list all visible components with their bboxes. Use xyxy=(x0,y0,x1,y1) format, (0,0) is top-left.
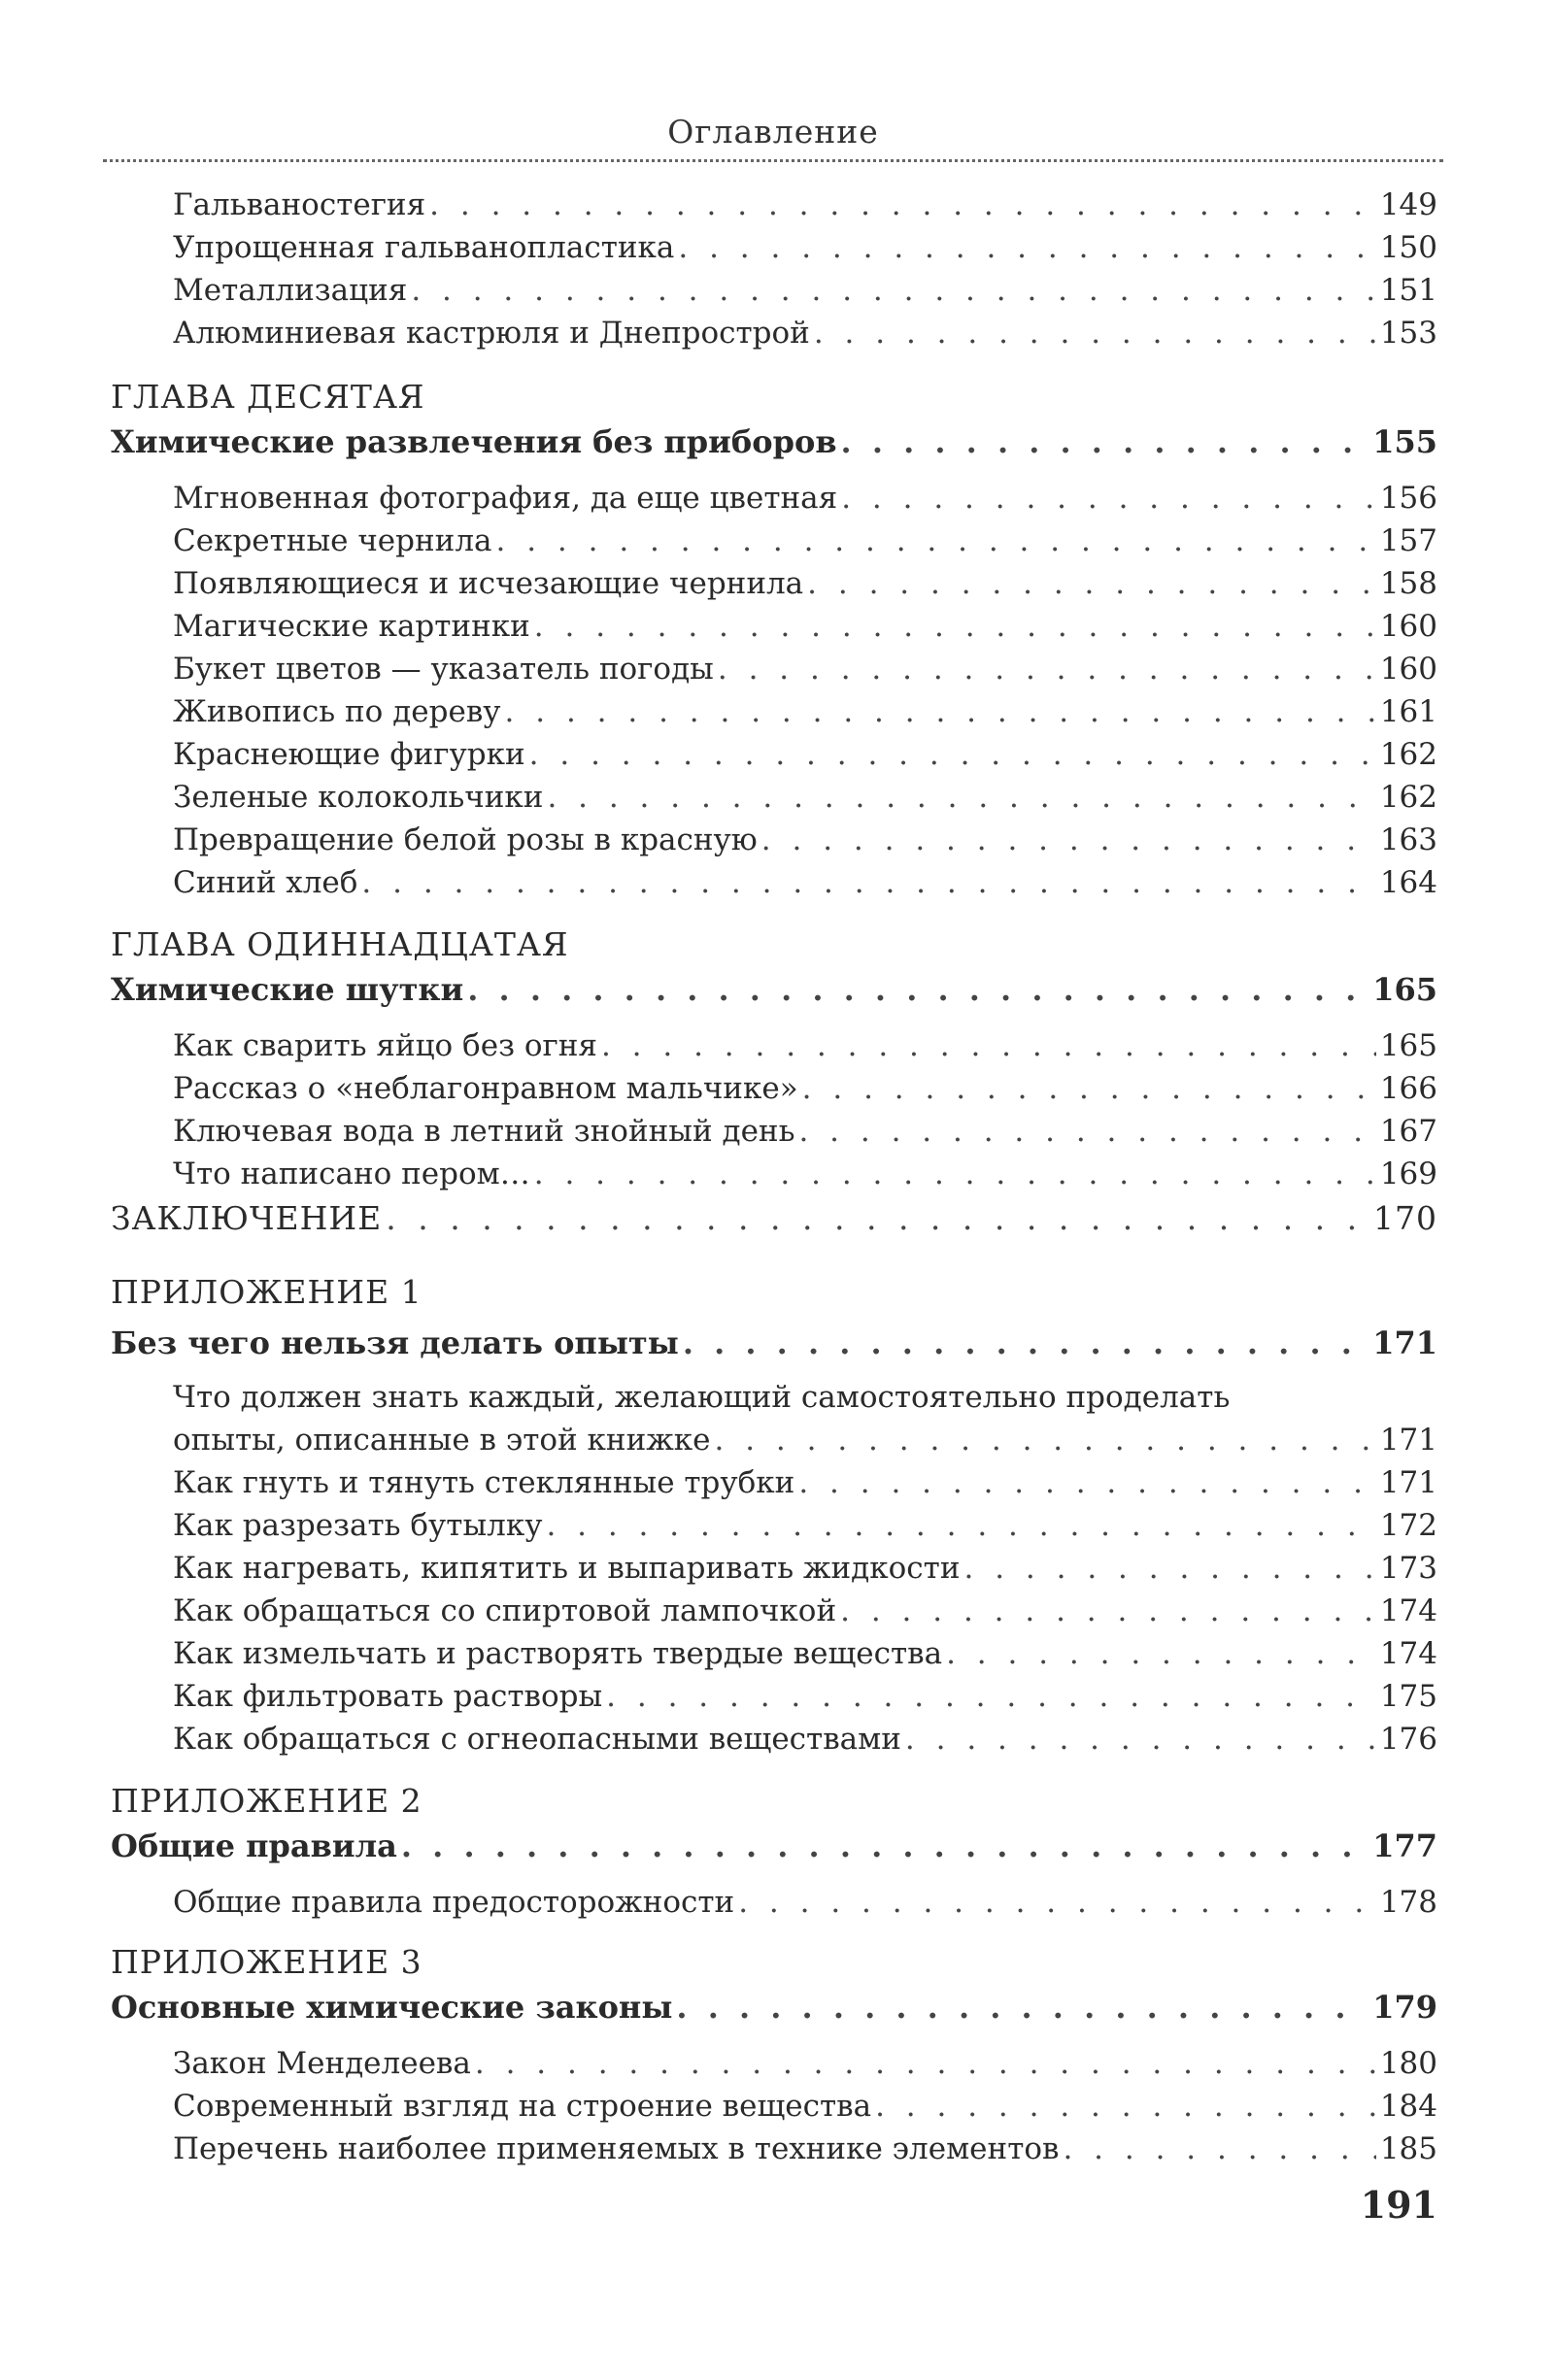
dot-leader xyxy=(386,1200,1369,1237)
toc-entry-page: 174 xyxy=(1379,1636,1437,1671)
toc-entry-label: Общие правила предосторожности xyxy=(173,1885,735,1920)
toc-entry-label: Как обращаться с огнеопасными веществами xyxy=(173,1722,901,1757)
appendix-page: 171 xyxy=(1372,1324,1437,1361)
toc-entry-page: 158 xyxy=(1379,566,1437,601)
dot-leader xyxy=(361,864,1375,901)
toc-entry-label: опыты, описанные в этой книжке xyxy=(173,1423,711,1458)
toc-entry[interactable] xyxy=(173,1113,1437,1150)
toc-entry-label: Живопись по дереву xyxy=(173,694,501,729)
toc-entry[interactable] xyxy=(173,1550,1437,1587)
toc-entry[interactable] xyxy=(173,608,1437,645)
chapter-title-entry[interactable] xyxy=(111,423,1437,460)
dot-leader xyxy=(467,971,1368,1008)
appendix-page: 179 xyxy=(1372,1989,1437,2026)
dot-leader xyxy=(546,1507,1375,1544)
toc-entry-page: 164 xyxy=(1379,865,1437,900)
toc-entry-page: 162 xyxy=(1379,737,1437,772)
toc-entry[interactable] xyxy=(173,864,1437,901)
toc-entry-label: Как нагревать, кипятить и выпаривать жидкости xyxy=(173,1551,961,1586)
toc-entry-page: 160 xyxy=(1379,609,1437,644)
toc-entry[interactable] xyxy=(173,315,1437,352)
toc-entry[interactable] xyxy=(173,186,1437,223)
appendix-title: Без чего нельзя делать опыты xyxy=(111,1324,679,1361)
conclusion-label: ЗАКЛЮЧЕНИЕ xyxy=(111,1199,383,1237)
toc-entry-page: 174 xyxy=(1379,1593,1437,1628)
appendix-title-entry[interactable] xyxy=(111,1989,1437,2026)
toc-entry-page: 173 xyxy=(1379,1551,1437,1586)
toc-entry-label: Как разрезать бутылку xyxy=(173,1508,543,1543)
toc-entry-page: 165 xyxy=(1379,1028,1437,1063)
toc-entry-page: 149 xyxy=(1379,187,1437,222)
appendix-heading: ПРИЛОЖЕНИЕ 2 xyxy=(111,1782,422,1820)
toc-entry[interactable] xyxy=(173,272,1437,309)
toc-entry-label: Как гнуть и тянуть стеклянные трубки xyxy=(173,1465,795,1500)
appendix-page: 177 xyxy=(1372,1827,1437,1864)
dot-leader xyxy=(606,1678,1376,1715)
toc-entry-page: 153 xyxy=(1379,316,1437,351)
dot-leader xyxy=(840,1592,1376,1629)
dot-leader xyxy=(963,1550,1375,1587)
chapter-title: Химические развлечения без приборов xyxy=(111,423,837,460)
chapter-title: Химические шутки xyxy=(111,971,464,1008)
conclusion-entry[interactable] xyxy=(111,1200,1437,1237)
dot-leader xyxy=(547,779,1375,816)
dot-leader xyxy=(1063,2130,1375,2167)
toc-entry-page: 184 xyxy=(1379,2089,1437,2124)
toc-entry-page: 157 xyxy=(1379,523,1437,558)
toc-entry-page: 151 xyxy=(1379,273,1437,308)
dot-leader xyxy=(496,522,1376,559)
appendix-heading: ПРИЛОЖЕНИЕ 3 xyxy=(111,1943,422,1981)
toc-entry-page: 178 xyxy=(1379,1885,1437,1920)
dot-leader xyxy=(841,480,1376,517)
toc-entry-label: Магические картинки xyxy=(173,609,530,644)
toc-entry-page: 169 xyxy=(1379,1156,1437,1191)
page-number: 191 xyxy=(1360,2183,1437,2227)
dot-leader xyxy=(798,1113,1375,1150)
appendix-heading: ПРИЛОЖЕНИЕ 1 xyxy=(111,1273,422,1311)
appendix-title: Общие правила xyxy=(111,1827,397,1864)
appendix-title: Основные химические законы xyxy=(111,1989,673,2026)
dot-leader xyxy=(683,1324,1368,1361)
toc-entry-page: 160 xyxy=(1379,652,1437,687)
toc-entry-page: 166 xyxy=(1379,1071,1437,1106)
toc-entry-label: Секретные чернила xyxy=(173,523,492,558)
toc-entry-page: 171 xyxy=(1379,1465,1437,1500)
dot-leader xyxy=(807,565,1376,602)
toc-entry-label: Что написано пером… xyxy=(173,1156,530,1191)
dot-leader xyxy=(429,186,1376,223)
dot-leader xyxy=(529,736,1376,773)
toc-entry-label: Закон Менделеева xyxy=(173,2046,471,2081)
toc-entry[interactable] xyxy=(173,2130,1437,2167)
dot-leader xyxy=(678,229,1375,266)
dot-leader xyxy=(946,1635,1376,1672)
chapter-heading: ГЛАВА ДЕСЯТАЯ xyxy=(111,378,425,416)
dot-leader xyxy=(475,2045,1376,2082)
toc-entry-page: 162 xyxy=(1379,780,1437,815)
appendix-title-entry[interactable] xyxy=(111,1827,1437,1864)
dot-leader xyxy=(802,1070,1376,1107)
toc-entry[interactable] xyxy=(173,2088,1437,2125)
dot-leader xyxy=(401,1827,1368,1864)
toc-entry-label: Что должен знать каждый, желающий самостоятельно проделать xyxy=(173,1380,1231,1415)
dot-leader xyxy=(676,1989,1368,2026)
toc-entry[interactable] xyxy=(173,2045,1437,2082)
chapter-title-entry[interactable] xyxy=(111,971,1437,1008)
dot-leader xyxy=(814,315,1376,352)
toc-entry-page: 156 xyxy=(1379,481,1437,516)
toc-entry[interactable] xyxy=(173,1635,1437,1672)
appendix-title-entry[interactable] xyxy=(111,1324,1437,1361)
dot-leader xyxy=(718,651,1376,687)
dot-leader xyxy=(875,2088,1376,2125)
toc-entry[interactable] xyxy=(173,1422,1437,1458)
toc-entry-page: 185 xyxy=(1379,2131,1437,2166)
toc-entry-label: Алюминиевая кастрюля и Днепрострой xyxy=(173,316,810,351)
toc-entry-label: Синий хлеб xyxy=(173,865,358,900)
toc-entry-page: 171 xyxy=(1379,1423,1437,1458)
toc-entry-page: 150 xyxy=(1379,230,1437,265)
toc-entry[interactable] xyxy=(173,736,1437,773)
toc-entry[interactable] xyxy=(173,1721,1437,1758)
toc-entry[interactable] xyxy=(173,522,1437,559)
toc-entry-label: Упрощенная гальванопластика xyxy=(173,230,675,265)
toc-entry[interactable] xyxy=(173,229,1437,266)
toc-entry-label: Как фильтровать растворы xyxy=(173,1679,603,1714)
dot-leader xyxy=(411,272,1376,309)
dot-leader xyxy=(534,1156,1376,1192)
chapter-page: 165 xyxy=(1372,971,1437,1008)
toc-entry-label: Современный взгляд на строение вещества xyxy=(173,2089,872,2124)
toc-entry-label: Букет цветов — указатель погоды xyxy=(173,652,714,687)
conclusion-page: 170 xyxy=(1373,1199,1437,1237)
running-header: Оглавление xyxy=(667,113,879,151)
dot-leader xyxy=(505,693,1376,730)
chapter-heading: ГЛАВА ОДИННАДЦАТАЯ xyxy=(111,925,569,963)
toc-entry[interactable] xyxy=(173,565,1437,602)
toc-entry-page: 167 xyxy=(1379,1114,1437,1149)
toc-entry-label: Краснеющие фигурки xyxy=(173,737,525,772)
toc-entry[interactable] xyxy=(173,821,1437,858)
dot-leader xyxy=(761,821,1376,858)
toc-entry[interactable] xyxy=(173,1507,1437,1544)
toc-entry[interactable] xyxy=(173,651,1437,687)
toc-entry-label: Как сварить яйцо без огня xyxy=(173,1028,597,1063)
toc-entry-page: 172 xyxy=(1379,1508,1437,1543)
toc-entry-page: 180 xyxy=(1379,2046,1437,2081)
dot-leader xyxy=(841,423,1369,460)
dot-leader xyxy=(534,608,1376,645)
toc-entry-page: 176 xyxy=(1379,1722,1437,1757)
toc-entry-label: Появляющиеся и исчезающие чернила xyxy=(173,566,804,601)
toc-entry-page: 161 xyxy=(1379,694,1437,729)
toc-entry-label: Гальваностегия xyxy=(173,187,426,222)
header-divider xyxy=(103,159,1443,162)
dot-leader xyxy=(601,1027,1376,1064)
toc-entry[interactable] xyxy=(173,1592,1437,1629)
toc-entry-label: Ключевая вода в летний знойный день xyxy=(173,1114,795,1149)
toc-entry[interactable] xyxy=(173,1156,1437,1192)
toc-entry-label: Перечень наиболее применяемых в технике элементов xyxy=(173,2131,1060,2166)
toc-entry[interactable] xyxy=(173,1884,1437,1921)
toc-entry[interactable] xyxy=(173,1027,1437,1064)
toc-entry[interactable] xyxy=(173,480,1437,517)
toc-entry-label: Металлизация xyxy=(173,273,408,308)
toc-entry[interactable] xyxy=(173,693,1437,730)
toc-entry-label: Мгновенная фотография, да еще цветная xyxy=(173,481,838,516)
dot-leader xyxy=(905,1721,1376,1758)
toc-entry[interactable] xyxy=(173,779,1437,816)
toc-entry[interactable] xyxy=(173,1678,1437,1715)
dot-leader xyxy=(715,1422,1376,1458)
toc-entry-first-line[interactable] xyxy=(173,1379,1437,1416)
toc-entry-label: Зеленые колокольчики xyxy=(173,780,544,815)
toc-entry[interactable] xyxy=(173,1070,1437,1107)
dot-leader xyxy=(798,1464,1375,1501)
toc-entry-label: Рассказ о «неблагонравном мальчике» xyxy=(173,1071,798,1106)
dot-leader xyxy=(738,1884,1376,1921)
toc-entry-label: Как обращаться со спиртовой лампочкой xyxy=(173,1593,837,1628)
toc-entry-page: 175 xyxy=(1379,1679,1437,1714)
toc-entry-label: Как измельчать и растворять твердые вещества xyxy=(173,1636,943,1671)
toc-entry-label: Превращение белой розы в красную xyxy=(173,822,758,857)
toc-entry-page: 163 xyxy=(1379,822,1437,857)
chapter-page: 155 xyxy=(1372,423,1437,460)
toc-entry[interactable] xyxy=(173,1464,1437,1501)
